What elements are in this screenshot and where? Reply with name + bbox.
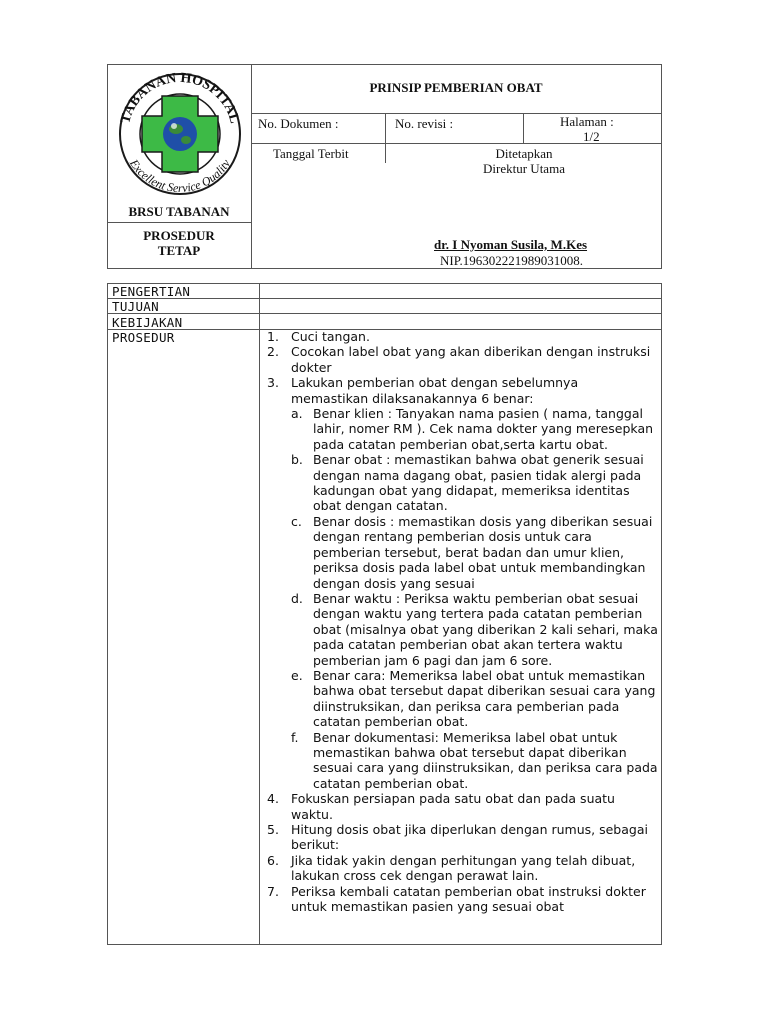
step-item xyxy=(262,329,658,344)
substep-letter: a. xyxy=(291,406,303,422)
header-divider-v1 xyxy=(385,113,386,144)
step-text: Cocokan label obat yang akan diberikan dengan instruksi dokter xyxy=(291,344,651,375)
substep-item xyxy=(291,730,658,792)
no-dokumen-label: No. Dokumen : xyxy=(258,116,339,131)
header-divider-left xyxy=(107,222,252,223)
body-border-left xyxy=(107,283,108,945)
step-number: 5. xyxy=(267,822,279,837)
svg-text:Excellent Service Quality: Excellent Service Quality xyxy=(126,156,234,196)
substep-letter: f. xyxy=(291,729,299,745)
body-border-right xyxy=(661,283,662,945)
ditetapkan-label: Ditetapkan xyxy=(495,146,553,161)
document-type xyxy=(108,228,250,258)
step-number: 6. xyxy=(267,852,279,868)
step-item xyxy=(262,375,658,791)
signatory-nip: NIP.196302221989031008. xyxy=(440,253,584,268)
direktur-label: Direktur Utama xyxy=(483,161,565,176)
signatory-name: dr. I Nyoman Susila, M.Kes xyxy=(434,237,588,252)
step-number: 3. xyxy=(267,375,279,391)
header-divider-meta xyxy=(251,143,662,144)
procedure-steps xyxy=(262,329,658,914)
substep-item xyxy=(291,591,658,668)
step-item xyxy=(262,884,658,915)
step-item xyxy=(262,791,658,822)
substep-text: Benar klien : Tanyakan nama pasien ( nama, tanggal lahir, nomer RM ). Cek nama dokter yang meresepkan pada catatan pemberian obat,serta kartu obat. xyxy=(313,406,654,452)
substep-letter: e. xyxy=(291,667,303,683)
step-item xyxy=(262,344,658,375)
document-type-line2: TETAP xyxy=(157,243,201,258)
globe-icon xyxy=(163,117,197,151)
benar-substeps xyxy=(291,406,658,791)
step-number: 2. xyxy=(267,344,279,360)
substep-letter: b. xyxy=(291,452,303,468)
section-prosedur: PROSEDUR xyxy=(112,330,175,345)
header-border-top xyxy=(107,64,662,65)
step-text: Periksa kembali catatan pemberian obat instruksi dokter untuk memastikan pasien yang sesuai obat xyxy=(291,883,646,915)
hospital-name: BRSU TABANAN xyxy=(128,204,230,219)
step-text: Hitung dosis obat jika diperlukan dengan rumus, sebagai berikut: xyxy=(291,822,648,853)
procedure-content xyxy=(262,329,658,914)
halaman-value: 1/2 xyxy=(583,129,600,144)
substep-text: Benar dosis : memastikan dosis yang diberikan sesuai dengan rentang pemberian dosis untuk cara pemberian tersebut, berat badan dan umur klien, periksa dosis pada label obat untuk membandingkan dengan dosis yang sesuai xyxy=(313,513,653,591)
substep-text: Benar cara: Memeriksa label obat untuk memastikan bahwa obat tersebut dapat diberikan sesuai cara yang diinstruksikan, dan periksa cara pemberian pada catatan pemberian obat. xyxy=(313,667,656,730)
document-type-line1: PROSEDUR xyxy=(143,228,215,243)
step-text: Cuci tangan. xyxy=(291,329,370,344)
section-tujuan: TUJUAN xyxy=(112,299,159,314)
halaman-label: Halaman : xyxy=(560,114,614,129)
body-row-divider-2 xyxy=(107,313,662,314)
tanggal-terbit-label: Tanggal Terbit xyxy=(273,146,349,161)
svg-text:TABANAN HOSPITAL: TABANAN HOSPITAL xyxy=(118,70,242,126)
substep-letter: c. xyxy=(291,513,302,529)
header-divider-v2 xyxy=(523,113,524,144)
document-title: PRINSIP PEMBERIAN OBAT xyxy=(369,80,543,95)
substep-item xyxy=(291,514,658,591)
hospital-logo xyxy=(108,66,250,196)
substep-item xyxy=(291,406,658,452)
step-item xyxy=(262,853,658,884)
step-text: Lakukan pemberian obat dengan sebelumnya memastikan dilaksanakannya 6 benar: xyxy=(291,375,579,406)
section-pengertian: PENGERTIAN xyxy=(112,284,191,299)
substep-letter: d. xyxy=(291,590,303,606)
step-number: 1. xyxy=(267,329,279,344)
substep-text: Benar obat : memastikan bahwa obat generik sesuai dengan nama dagang obat, pasien tidak alergi pada kadungan obat yang didapat, memeriksa identitas obat dengan catatan. xyxy=(313,452,644,514)
no-revisi-label: No. revisi : xyxy=(395,116,454,131)
step-item xyxy=(262,822,658,853)
substep-item xyxy=(291,668,658,730)
body-column-divider xyxy=(259,283,260,945)
section-kebijakan: KEBIJAKAN xyxy=(112,315,183,330)
step-text: Jika tidak yakin dengan perhitungan yang telah dibuat, lakukan cross cek dengan perawat lain. xyxy=(291,852,636,884)
substep-item xyxy=(291,452,658,514)
step-text: Fokuskan persiapan pada satu obat dan pada suatu waktu. xyxy=(291,791,615,822)
step-number: 7. xyxy=(267,883,279,899)
substep-text: Benar dokumentasi: Memeriksa label obat untuk memastikan bahwa obat tersebut dapat diberikan sesuai cara yang diinstruksikan, dan periksa cara pada catatan pemberian obat. xyxy=(313,729,658,791)
substep-text: Benar waktu : Periksa waktu pemberian obat sesuai dengan waktu yang tertera pada catatan pemberian obat (misalnya obat yang diberikan 2 kali sehari, maka pada catatan pemberian obat akan tertera waktu pemberian jam 6 pagi dan jam 6 sore. xyxy=(313,590,658,668)
step-number: 4. xyxy=(267,791,279,807)
body-border-bottom xyxy=(107,944,662,945)
